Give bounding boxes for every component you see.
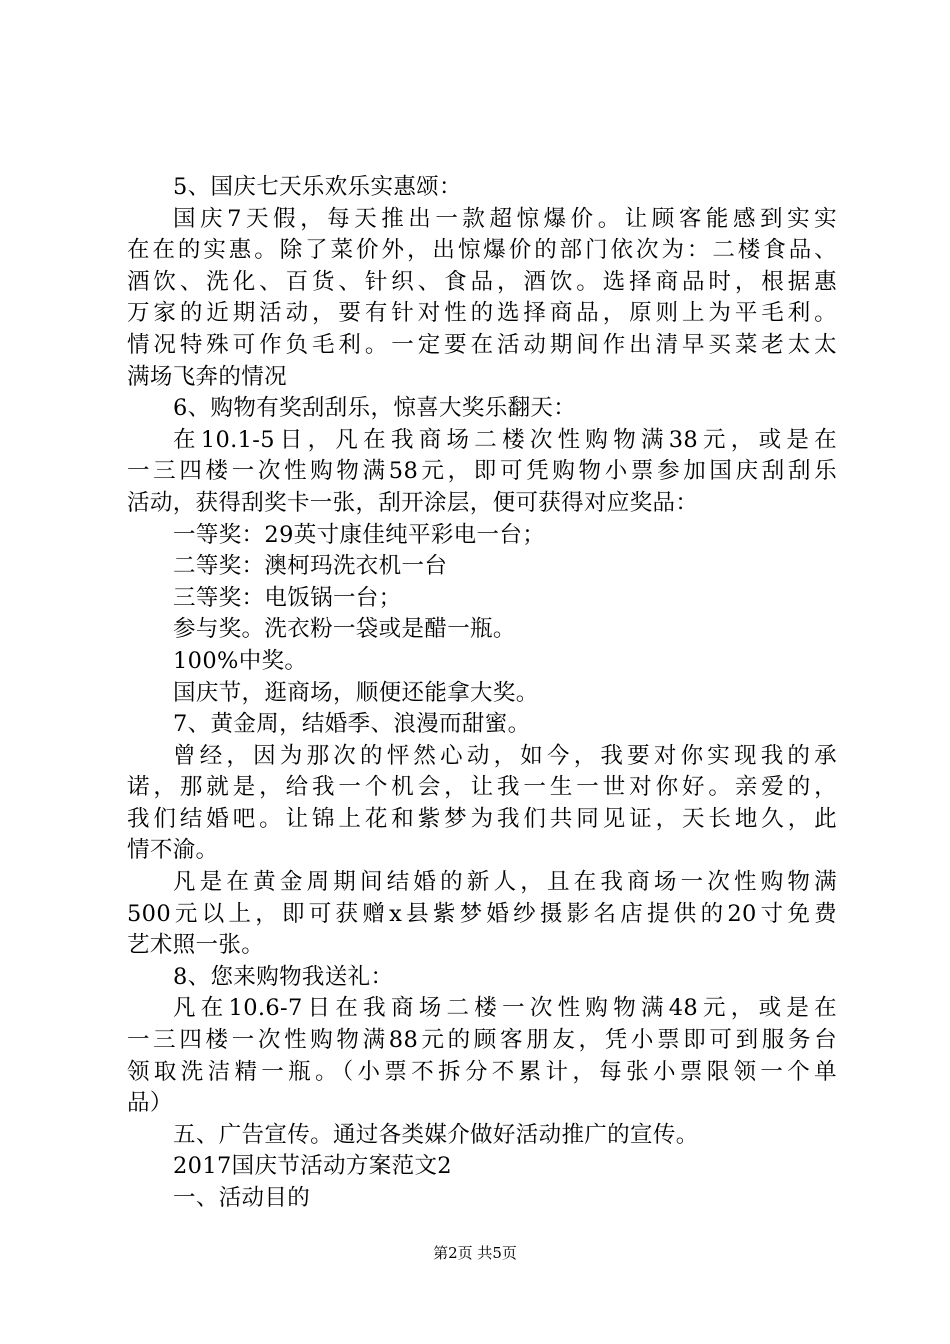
- paragraph-line: 情不渝。: [127, 837, 219, 864]
- heading-item-8: 8、您来购物我送礼：: [173, 963, 394, 990]
- document-body: [127, 172, 837, 1215]
- prize-line-first: 一等奖：29英寸康佳纯平彩电一台；: [173, 521, 546, 548]
- paragraph-line: 凡在10.6-7日在我商场二楼一次性购物满48元，或是在: [173, 995, 837, 1022]
- paragraph-line: 在10.1-5日，凡在我商场二楼次性购物满38元，或是在: [173, 426, 837, 453]
- section-heading: 一、活动目的: [173, 1185, 311, 1211]
- paragraph-line: 酒饮、洗化、百货、针织、食品，酒饮。选择商品时，根据惠: [127, 268, 837, 295]
- paragraph-line: 曾经，因为那次的怦然心动，如今，我要对你实现我的承: [173, 742, 837, 769]
- paragraph-line: 500元以上，即可获赠x县紫梦婚纱摄影名店提供的20寸免费: [127, 900, 837, 927]
- heading-item-7: 7、黄金周，结婚季、浪漫而甜蜜。: [173, 711, 531, 738]
- page-number-footer: 第2页 共5页: [433, 1244, 517, 1262]
- paragraph-line: 万家的近期活动，要有针对性的选择商品，原则上为平毛利。: [127, 300, 837, 327]
- paragraph-line: 国庆7天假，每天推出一款超惊爆价。让顾客能感到实实: [173, 205, 837, 232]
- paragraph-line: 诺，那就是，给我一个机会，让我一生一世对你好。亲爱的，: [127, 774, 837, 801]
- paragraph-line: 情况特殊可作负毛利。一定要在活动期间作出清早买菜老太太: [127, 331, 837, 358]
- paragraph-line: 我们结婚吧。让锦上花和紫梦为我们共同见证，天长地久，此: [127, 805, 837, 832]
- paragraph-line: 一三四楼一次性购物满88元的顾客朋友，凭小票即可到服务台: [127, 1027, 837, 1054]
- document-subtitle: 2017国庆节活动方案范文2: [173, 1153, 452, 1180]
- paragraph-line: 一三四楼一次性购物满58元，即可凭购物小票参加国庆刮刮乐: [127, 458, 837, 485]
- paragraph-line: 国庆节，逛商场，顺便还能拿大奖。: [173, 679, 539, 706]
- paragraph-line: 满场飞奔的情况: [127, 363, 287, 390]
- prize-line-third: 三等奖：电饭锅一台；: [173, 584, 402, 611]
- heading-item-5: 5、国庆七天乐欢乐实惠颂：: [173, 174, 462, 200]
- section-heading: 五、广告宣传。通过各类媒介做好活动推广的宣传。: [173, 1121, 699, 1148]
- paragraph-line: 在在的实惠。除了菜价外，出惊爆价的部门依次为：二楼食品、: [127, 237, 837, 264]
- paragraph-line: 凡是在黄金周期间结婚的新人，且在我商场一次性购物满: [173, 869, 837, 896]
- paragraph-line: 艺术照一张。: [127, 932, 265, 959]
- heading-item-6: 6、购物有奖刮刮乐，惊喜大奖乐翻天：: [173, 395, 577, 422]
- paragraph-line: 品）: [127, 1090, 173, 1117]
- prize-line-participation: 参与奖。洗衣粉一袋或是醋一瓶。: [173, 616, 516, 643]
- paragraph-line: 领取洗洁精一瓶。（小票不拆分不累计，每张小票限领一个单: [127, 1058, 837, 1085]
- paragraph-line: 100%中奖。: [173, 647, 308, 674]
- paragraph-line: 活动，获得刮奖卡一张，刮开涂层，便可获得对应奖品：: [127, 489, 699, 516]
- prize-line-second: 二等奖：澳柯玛洗衣机一台: [173, 553, 448, 580]
